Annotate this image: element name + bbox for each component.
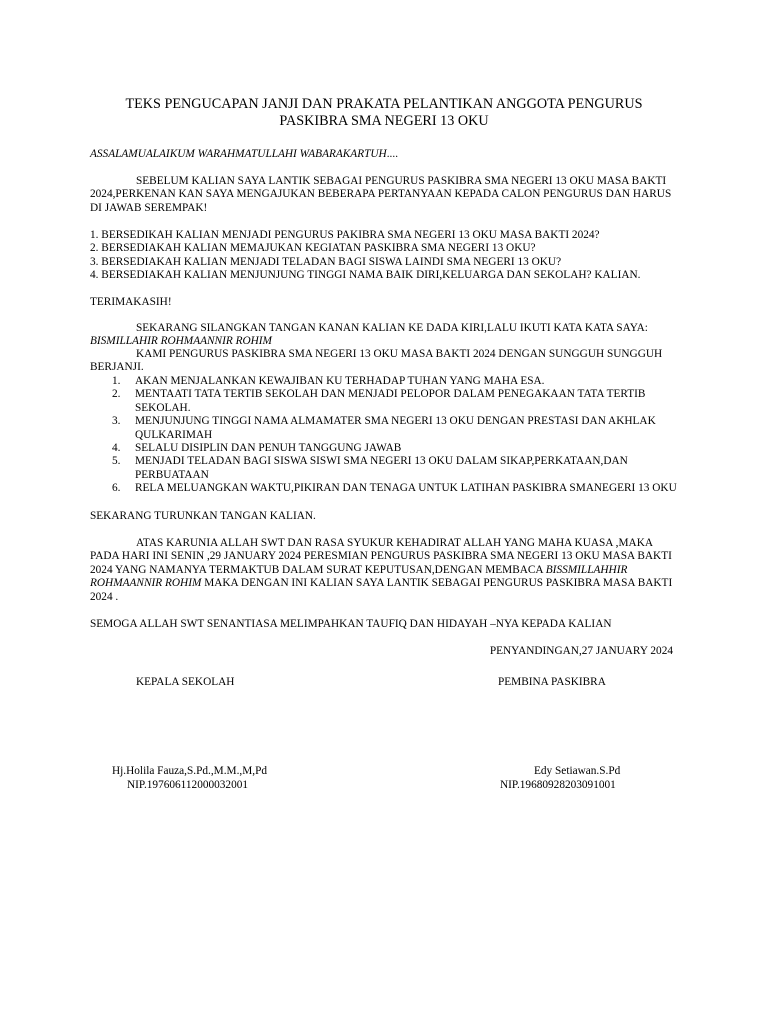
inauguration-text-1: ATAS KARUNIA ALLAH SWT DAN RASA SYUKUR KEHADIRAT ALLAH YANG MAHA KUASA ,MAKA PADA HARI INI SENIN ,29 JANUARY 2024 PERESMIAN PENGURUS PASKIBRA SMA NEGERI 13 OKU MASA BAKTI 2024 YANG NAMANYA TERMAKTUB DALAM SURAT KEPUTUSAN,DENGAN MEMBACA <box>90 537 672 576</box>
oath-item <box>90 442 678 455</box>
right-signatory-nip: NIP.19680928203091001 <box>500 779 616 791</box>
intro-paragraph: SEBELUM KALIAN SAYA LANTIK SEBAGAI PENGURUS PASKIBRA SMA NEGERI 13 OKU MASA BAKTI 2024,PERKENAN KAN SAYA MENGAJUKAN BEBERAPA PERTANYAAN KEPADA CALON PENGURUS DAN HARUS DI JAWAB SEREMPAK! <box>90 175 672 214</box>
right-signatory-name: Edy Setiawan.S.Pd <box>534 765 621 777</box>
inauguration-italic: BISSMILLAHHIR ROHMAANNIR ROHIM <box>90 563 628 590</box>
document-title <box>60 96 708 130</box>
oath-item-number: 1. <box>112 375 121 387</box>
greeting-tail: .... <box>386 148 399 160</box>
oath-item-number: 2. <box>112 388 121 401</box>
oath-item-text: RELA MELUANGKAN WAKTU,PIKIRAN DAN TENAGA UNTUK LATIHAN PASKIBRA SMANEGERI 13 OKU <box>135 482 677 495</box>
oath-item-number: 4. <box>112 442 121 455</box>
left-signatory-name: Hj.Holila Fauza,S.Pd.,M.M.,M,Pd <box>112 765 268 777</box>
place-date: PENYANDINGAN,27 JANUARY 2024 <box>489 645 673 657</box>
question-item: 2. BERSEDIAKAH KALIAN MEMAJUKAN KEGIATAN PASKIBRA SMA NEGERI 13 OKU? <box>90 242 536 255</box>
inauguration-text-2: MAKA DENGAN INI KALIAN SAYA LANTIK SEBAGAI PENGURUS PASKIBRA MASA BAKTI 2024 . <box>90 577 673 603</box>
oath-item <box>90 415 678 442</box>
greeting <box>90 148 678 161</box>
lower-hands-text: SEKARANG TURUNKAN TANGAN KALIAN. <box>90 510 316 522</box>
title-line-1: TEKS PENGUCAPAN JANJI DAN PRAKATA PELANTIKAN ANGGOTA PENGURUS <box>125 96 643 112</box>
question-item: 4. BERSEDIAKAH KALIAN MENJUNJUNG TINGGI NAMA BAIK DIRI,KELUARGA DAN SEKOLAH? KALIAN. <box>90 269 641 282</box>
oath-item <box>90 482 678 495</box>
oath-item-text: AKAN MENJALANKAN KEWAJIBAN KU TERHADAP TUHAN YANG MAHA ESA. <box>135 375 545 387</box>
inauguration-paragraph <box>90 537 678 604</box>
oath-item-text: MENJADI TELADAN BAGI SISWA SISWI SMA NEGERI 13 OKU DALAM SIKAP,PERKATAAN,DAN PERBUATAAN <box>135 455 628 481</box>
oath-item <box>90 375 678 388</box>
oath-item-text: MENJUNJUNG TINGGI NAMA ALMAMATER SMA NEGERI 13 OKU DENGAN PRESTASI DAN AKHLAK QULKARIMAH <box>135 415 656 441</box>
bismillah-text: BISMILLAHIR ROHMAANNIR ROHIM <box>90 335 272 347</box>
oath-list <box>90 375 678 496</box>
oath-item <box>90 388 678 415</box>
oath-item-number: 6. <box>112 482 121 495</box>
greeting-italic: ASSALAMUALAIKUM WARAHMATULLAHI WABARAKARTUH <box>90 148 387 160</box>
cross-hands-instruction: SEKARANG SILANGKAN TANGAN KANAN KALIAN KE DADA KIRI,LALU IKUTI KATA KATA SAYA: <box>136 322 648 334</box>
closing-prayer: SEMOGA ALLAH SWT SENANTIASA MELIMPAHKAN TAUFIQ DAN HIDAYAH –NYA KEPADA KALIAN <box>90 618 612 630</box>
left-signatory-nip: NIP.197606112000032001 <box>127 779 249 791</box>
thanks-text: TERIMAKASIH! <box>90 296 172 308</box>
oath-intro: KAMI PENGURUS PASKIBRA SMA NEGERI 13 OKU MASA BAKTI 2024 DENGAN SUNGGUH SUNGGUH BERJANJI. <box>90 348 663 374</box>
question-item: 3. BERSEDIAKAH KALIAN MENJADI TELADAN BAGI SISWA LAINDI SMA NEGERI 13 OKU? <box>90 255 562 268</box>
oath-item-text: SELALU DISIPLIN DAN PENUH TANGGUNG JAWAB <box>135 442 402 455</box>
title-line-2: PASKIBRA SMA NEGERI 13 OKU <box>279 113 489 129</box>
oath-item-number: 3. <box>112 415 121 428</box>
oath-item-number: 5. <box>112 455 121 468</box>
question-item: 1. BERSEDIKAH KALIAN MENJADI PENGURUS PAKIBRA SMA NEGERI 13 OKU MASA BAKTI 2024? <box>90 229 600 241</box>
question-list <box>90 229 678 283</box>
oath-item-text: MENTAATI TATA TERTIB SEKOLAH DAN MENJADI PELOPOR DALAM PENEGAKAAN TATA TERTIB SEKOLAH. <box>135 388 646 414</box>
oath-item <box>90 455 678 482</box>
left-signatory-title: KEPALA SEKOLAH <box>136 676 235 688</box>
right-signatory-title: PEMBINA PASKIBRA <box>498 676 606 688</box>
